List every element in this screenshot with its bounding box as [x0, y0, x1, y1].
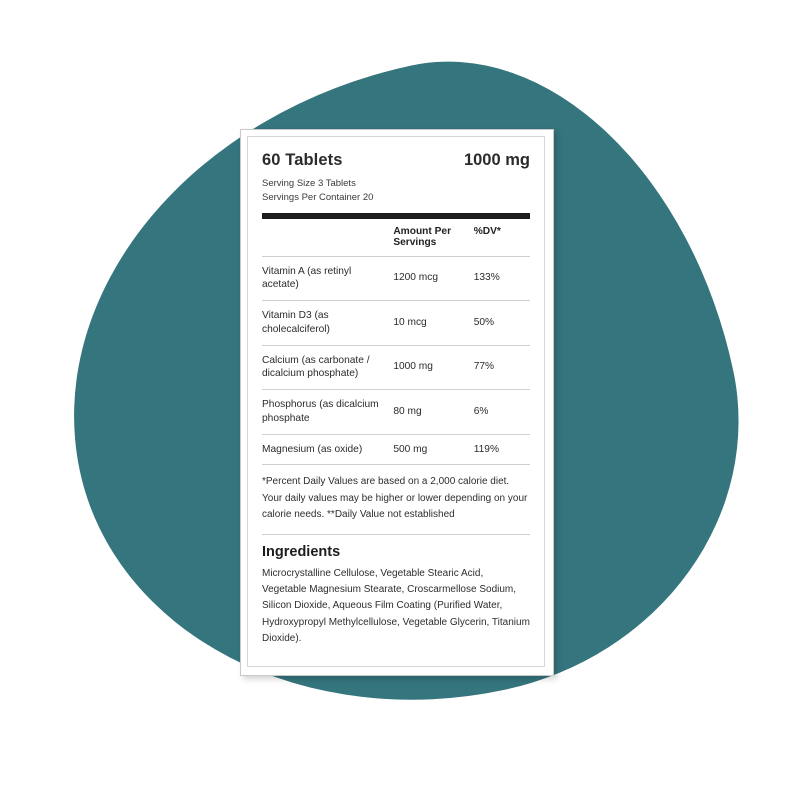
nutrient-dv: 119% [474, 434, 530, 464]
nutrient-amount: 1000 mg [393, 345, 473, 390]
supplement-facts-table [262, 219, 530, 465]
column-header-amount: Amount Per Servings [393, 225, 452, 248]
ingredients-section [262, 534, 530, 647]
table-row [262, 434, 530, 464]
column-header-nutrient [262, 219, 393, 257]
ingredients-list-text: Microcrystalline Cellulose, Vegetable Stearic Acid, Vegetable Magnesium Stearate, Croscarmellose Sodium, Silicon Dioxide, Aqueous Film Coating (Purified Water, Hydroxypropyl Methylcellulose, Vegetable Glycerin, Titanium Dioxide). [262, 567, 530, 644]
table-row [262, 390, 530, 435]
nutrient-name: Vitamin D3 (as cholecalciferol) [262, 301, 393, 346]
ingredients-heading: Ingredients [262, 543, 341, 560]
nutrient-name: Calcium (as carbonate / dicalcium phosphate) [262, 345, 393, 390]
nutrient-dv: 6% [474, 390, 530, 435]
nutrient-amount: 500 mg [393, 434, 473, 464]
strength-value: 1000 mg [463, 151, 530, 169]
label-header [262, 151, 530, 170]
nutrient-amount: 80 mg [393, 390, 473, 435]
nutrient-dv: 77% [474, 345, 530, 390]
column-header-dv: %DV* [473, 225, 501, 237]
daily-value-footnote: *Percent Daily Values are based on a 2,000 calorie diet. Your daily values may be higher or lower depending on your calorie needs. **Daily Value not established [262, 464, 530, 534]
servings-per-container-text: Servings Per Container 20 [262, 191, 374, 203]
nutrient-name: Magnesium (as oxide) [262, 434, 393, 464]
nutrient-amount: 10 mcg [393, 301, 473, 346]
nutrient-name: Vitamin A (as retinyl acetate) [262, 256, 393, 301]
nutrient-amount: 1200 mcg [393, 256, 473, 301]
tablet-count-title: 60 Tablets [262, 151, 343, 169]
table-row [262, 345, 530, 390]
supplement-facts-panel [247, 136, 545, 667]
nutrient-dv: 133% [474, 256, 530, 301]
table-header-row [262, 219, 530, 257]
serving-size-text: Serving Size 3 Tablets [262, 178, 356, 189]
table-row [262, 301, 530, 346]
nutrient-name: Phosphorus (as dicalcium phosphate [262, 390, 393, 435]
table-row [262, 256, 530, 301]
nutrient-dv: 50% [474, 301, 530, 346]
